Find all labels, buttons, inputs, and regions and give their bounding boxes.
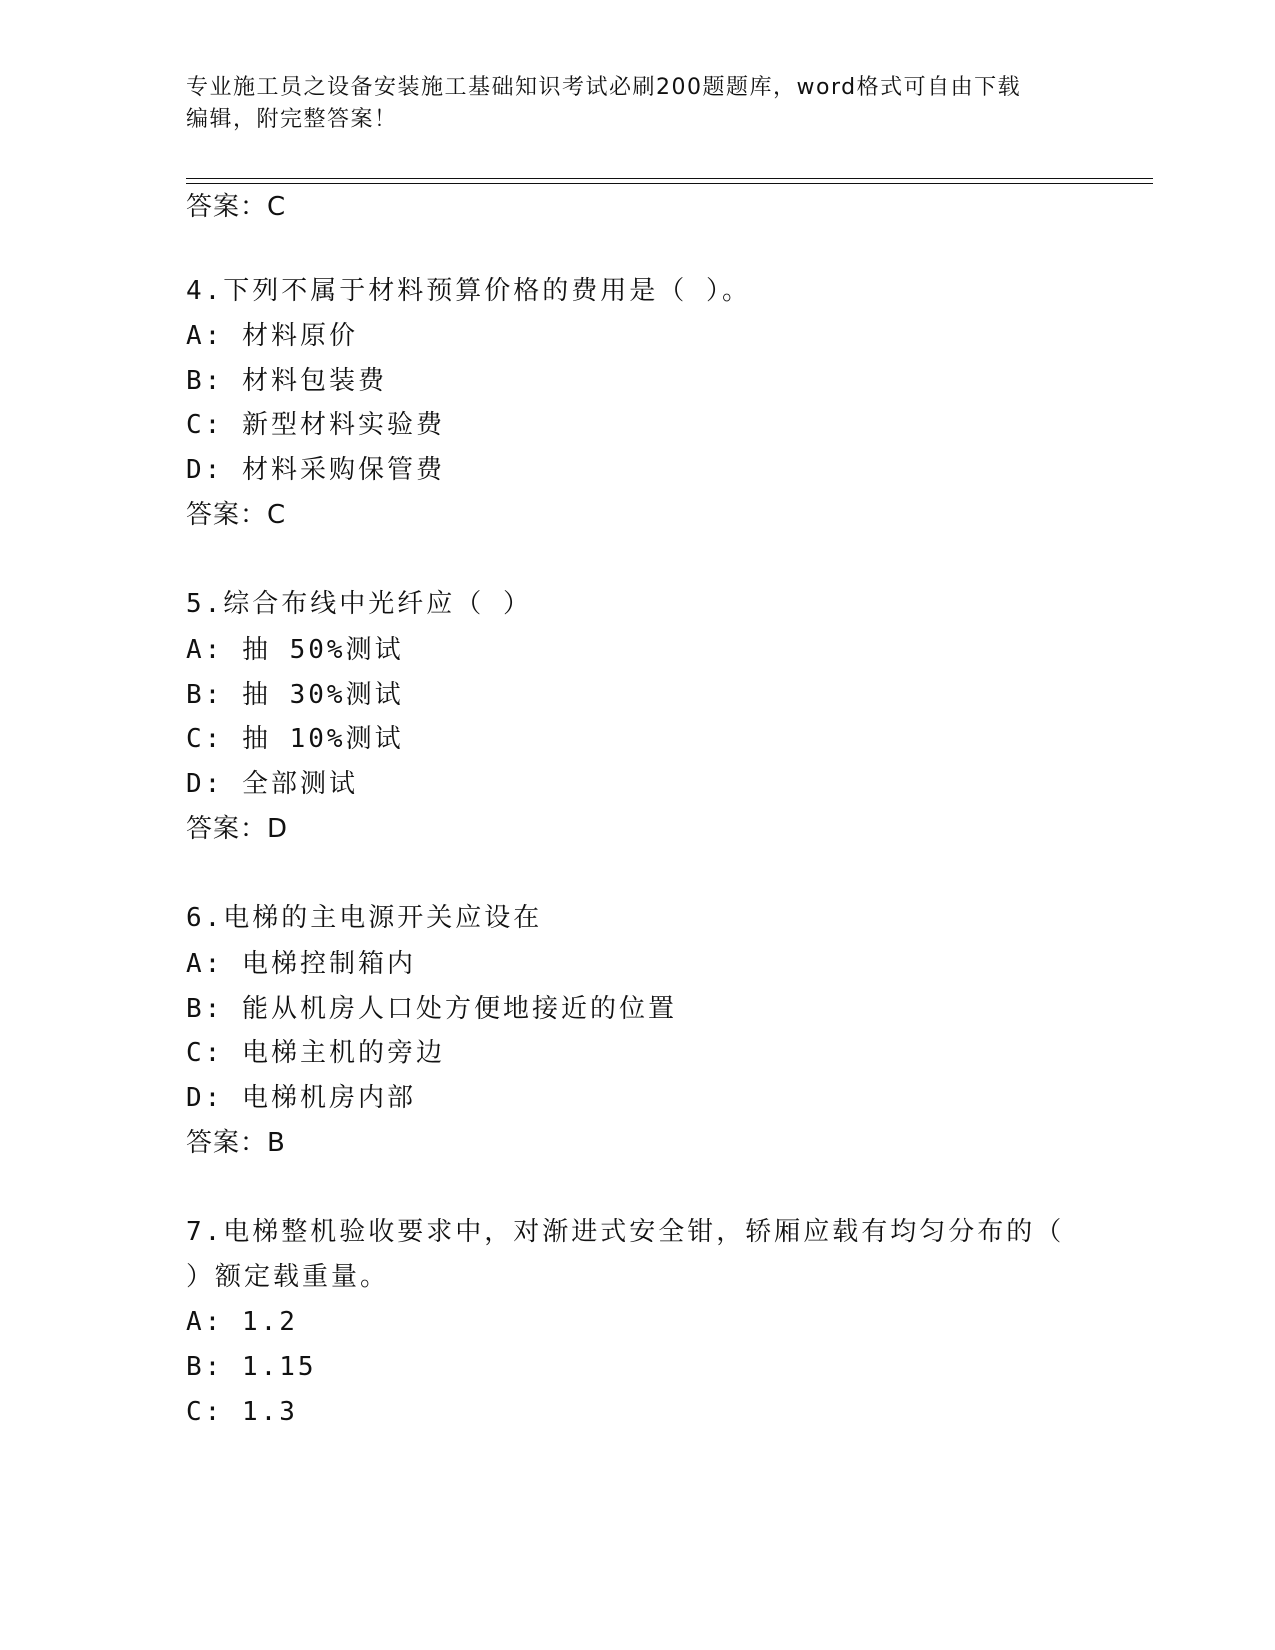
- question-5-answer: 答案：D: [186, 814, 289, 844]
- question-6-option-a: A: 电梯控制箱内: [186, 949, 416, 979]
- document-header: [186, 72, 1086, 136]
- question-6-option-d: D: 电梯机房内部: [186, 1083, 416, 1113]
- question-4-option-b: B: 材料包装费: [186, 366, 387, 396]
- question-6-stem: 6.电梯的主电源开关应设在: [186, 903, 543, 933]
- question-5-option-b: B: 抽 30%测试: [186, 680, 404, 710]
- answer-prev: 答案：C: [186, 192, 287, 222]
- question-4-stem: 4.下列不属于材料预算价格的费用是（ ）。: [186, 276, 751, 306]
- question-4-option-a: A: 材料原价: [186, 321, 358, 351]
- question-4-option-c: C: 新型材料实验费: [186, 410, 445, 440]
- question-7-stem-line-2: ）额定载重量。: [186, 1262, 390, 1292]
- question-6-answer: 答案：B: [186, 1128, 286, 1158]
- question-4-option-d: D: 材料采购保管费: [186, 455, 445, 485]
- question-7-stem-line-1: 7.电梯整机验收要求中，对渐进式安全钳，轿厢应载有均匀分布的（: [186, 1217, 1065, 1247]
- question-7-option-a: A: 1.2: [186, 1307, 298, 1337]
- header-divider-top: [186, 178, 1153, 179]
- question-6-option-c: C: 电梯主机的旁边: [186, 1038, 445, 1068]
- question-7-option-c: C: 1.3: [186, 1397, 298, 1427]
- question-6-option-b: B: 能从机房人口处方便地接近的位置: [186, 994, 677, 1024]
- question-5-option-d: D: 全部测试: [186, 769, 358, 799]
- question-5-option-c: C: 抽 10%测试: [186, 724, 404, 754]
- header-line-1: 专业施工员之设备安装施工基础知识考试必刷200题题库，word格式可自由下载: [186, 75, 1022, 100]
- header-line-2: 编辑，附完整答案！: [186, 107, 398, 132]
- question-5-stem: 5.综合布线中光纤应（ ）: [186, 589, 532, 619]
- header-divider-bottom: [186, 183, 1153, 184]
- question-7-option-b: B: 1.15: [186, 1352, 317, 1382]
- question-4-answer: 答案：C: [186, 500, 287, 530]
- question-5-option-a: A: 抽 50%测试: [186, 635, 404, 665]
